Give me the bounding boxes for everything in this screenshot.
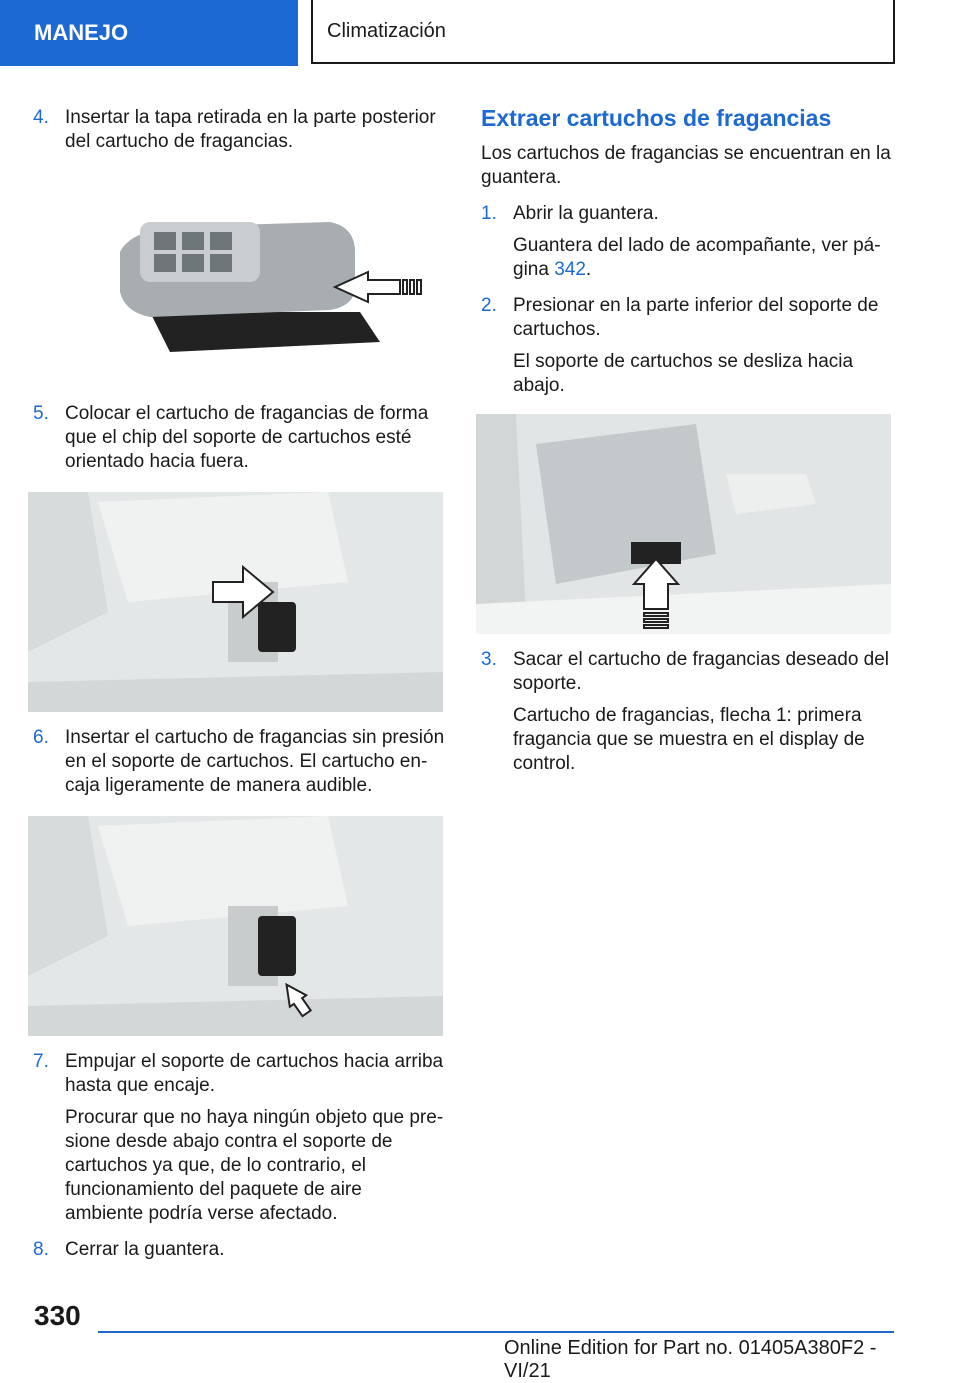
right-column-step3 xyxy=(481,648,891,788)
glovebox-illustration-1 xyxy=(28,492,443,712)
step-number: 1. xyxy=(481,203,497,224)
step-note-text: Guantera del lado de acompañante, ver página xyxy=(513,235,881,280)
glovebox-illustration-2 xyxy=(28,816,443,1036)
step-note: Procurar que no haya ningún objeto que presione desde abajo contra el soporte de cartuchos ya que, de lo contrario, el funcionamiento del paquete de aire ambiente podría verse afectado. xyxy=(65,1107,444,1224)
figure-cartridge-inserted xyxy=(28,816,443,1036)
left-column-step5 xyxy=(33,402,445,486)
step-number: 6. xyxy=(33,727,49,748)
page-link[interactable]: 342 xyxy=(554,259,586,280)
step-note xyxy=(513,234,891,282)
left-column xyxy=(33,106,445,166)
left-column-step7-8 xyxy=(33,1050,445,1274)
section-heading: Extraer cartuchos de fragancias xyxy=(481,105,832,131)
step-text: Insertar el cartucho de fragancias sin presión en el soporte de cartuchos. El cartucho encaja ligeramente de manera audible. xyxy=(65,727,445,796)
step-text: Sacar el cartucho de fragancias deseado del soporte. xyxy=(513,649,890,694)
step-note: El soporte de cartuchos se desliza hacia abajo. xyxy=(513,351,854,396)
chapter-title: Climatización xyxy=(327,19,446,42)
section-title: MANEJO xyxy=(34,20,129,45)
step-note: Cartucho de fragancias, flecha 1: primera fragancia que se muestra en el display de control. xyxy=(513,705,865,774)
footer-divider xyxy=(98,1331,894,1333)
step-text: Insertar la tapa retirada en la parte posterior del cartucho de fragancias. xyxy=(65,107,436,152)
intro-text: Los cartuchos de fragancias se encuentran en la guantera. xyxy=(481,143,891,188)
step-text: Cerrar la guantera. xyxy=(65,1239,225,1260)
step-text: Abrir la guantera. xyxy=(513,203,659,224)
cartridge-illustration xyxy=(110,192,430,372)
figure-cartridge-orientation xyxy=(28,492,443,712)
glovebox-illustration-3 xyxy=(476,414,891,634)
step-number: 5. xyxy=(33,403,49,424)
step-item xyxy=(33,726,445,798)
figure-cartridge-holder xyxy=(476,414,891,634)
figure-cartridge-cap xyxy=(110,192,430,372)
step-item xyxy=(33,106,445,154)
left-column-step6 xyxy=(33,726,445,810)
step-item xyxy=(481,294,891,398)
step-item xyxy=(33,1238,445,1262)
edition-footer: Online Edition for Part no. 01405A380F2 - VI/21 xyxy=(504,1337,877,1382)
step-item xyxy=(481,202,891,282)
step-text: Presionar en la parte inferior del soporte de cartuchos. xyxy=(513,295,879,340)
right-column xyxy=(481,104,891,410)
chapter-header xyxy=(311,0,895,64)
step-item xyxy=(33,402,445,474)
step-number: 3. xyxy=(481,649,497,670)
step-text: Colocar el cartucho de fragancias de forma que el chip del soporte de cartuchos esté orientado hacia fuera. xyxy=(65,403,429,472)
section-tab xyxy=(0,0,298,66)
step-item xyxy=(481,648,891,776)
step-number: 8. xyxy=(33,1239,49,1260)
step-text: Empujar el soporte de cartuchos hacia arriba hasta que encaje. xyxy=(65,1051,444,1096)
step-item xyxy=(33,1050,445,1226)
step-number: 4. xyxy=(33,107,49,128)
step-number: 2. xyxy=(481,295,497,316)
step-note-end: . xyxy=(585,259,592,280)
page-number: 330 xyxy=(34,1300,81,1331)
step-number: 7. xyxy=(33,1051,49,1072)
